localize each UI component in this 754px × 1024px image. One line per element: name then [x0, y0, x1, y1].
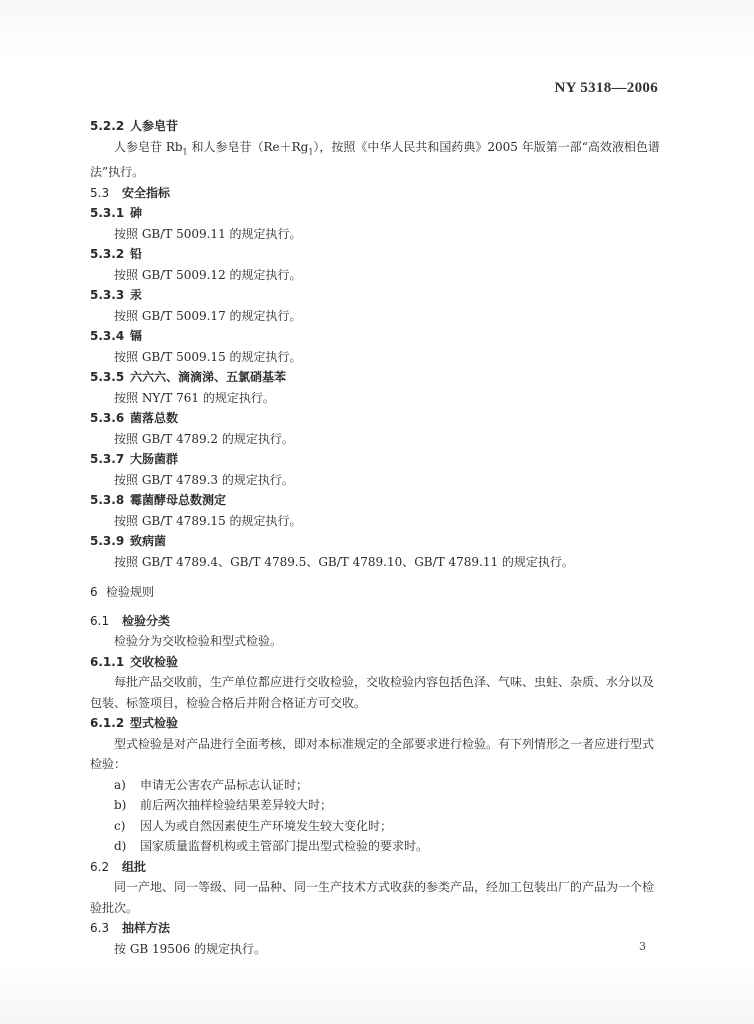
section-heading: 5.3.2 铅 [90, 247, 143, 262]
section-heading: 6.1 检验分类 [90, 613, 171, 628]
section-heading: 5.2.2 人参皂苷 [90, 119, 179, 133]
list-item: c) 因人为或自然因素使生产环境发生较大变化时； [114, 818, 393, 833]
section-paragraph: 按照 GB/T 5009.11 的规定执行。 [114, 226, 302, 241]
section-paragraph: 每批产品交收前，生产单位都应进行交收检验，交收检验内容包括色泽、气味、虫蛀、杂质、水分以及包装、标签项目，检验合格后并附合格证方可交收。 [90, 675, 655, 710]
section-paragraph: 同一产地、同一等级、同一品种、同一生产技术方式收获的参类产品，经加工包装出厂的产品为一个检验批次。 [90, 880, 655, 915]
standard-code: NY 5318—2006 [554, 80, 658, 96]
section-heading: 5.3.8 霉菌酵母总数测定 [90, 493, 227, 508]
section-heading: 5.3.9 致病菌 [90, 534, 167, 549]
section-heading: 6.3 抽样方法 [90, 921, 171, 936]
section-paragraph: 按照 GB/T 5009.12 的规定执行。 [114, 267, 302, 282]
section-paragraph: 按照 GB/T 5009.17 的规定执行。 [114, 308, 302, 323]
page-number: 3 [639, 940, 646, 953]
document-body [90, 116, 664, 959]
list-item: b) 前后两次抽样检验结果差异较大时； [114, 798, 333, 813]
section-paragraph: 按 GB 19506 的规定执行。 [114, 941, 267, 956]
section-paragraph: 按照 GB/T 4789.4、GB/T 4789.5、GB/T 4789.10、GB/T 4789.11 的规定执行。 [114, 554, 574, 569]
section-heading: 5.3.7 大肠菌群 [90, 452, 179, 467]
section-heading: 5.3.1 砷 [90, 206, 143, 221]
section-paragraph: 按照 GB/T 4789.2 的规定执行。 [114, 431, 294, 446]
section-paragraph: 检验分为交收检验和型式检验。 [114, 634, 283, 649]
section-heading: 5.3.6 菌落总数 [90, 411, 179, 426]
section-heading: 5.3.3 汞 [90, 288, 143, 303]
section-heading: 5.3.4 镉 [90, 329, 143, 344]
section-heading: 6.2 组批 [90, 859, 147, 874]
section-paragraph: 按照 GB/T 5009.15 的规定执行。 [114, 349, 302, 364]
list-item: a) 申请无公害农产品标志认证时； [114, 777, 309, 792]
list-item: d) 国家质量监督机构或主管部门提出型式检验的要求时。 [114, 839, 429, 854]
section-paragraph: 按照 GB/T 4789.3 的规定执行。 [114, 472, 294, 487]
section-paragraph: 型式检验是对产品进行全面考核，即对本标准规定的全部要求进行检验。有下列情形之一者应进行型式检验： [90, 736, 655, 772]
section-paragraph: 按照 NY/T 761 的规定执行。 [114, 390, 275, 405]
section-paragraph: 人参皂苷 $Rb_1$ 和人参皂苷$(Re+Rg_1)$，按照《中华人民共和国药典》2005 年版第一部“高效液相色谱法”执行。 [90, 139, 660, 180]
section-heading: 6.1.2 型式检验 [90, 716, 179, 731]
section-heading: 5.3.5 六六六、滴滴涕、五氯硝基苯 [90, 370, 287, 385]
section-paragraph: 按照 GB/T 4789.15 的规定执行。 [114, 513, 302, 528]
chapter-heading: 6 检验规则 [90, 585, 155, 600]
section-heading: 6.1.1 交收检验 [90, 654, 179, 669]
section-heading: 5.3 安全指标 [90, 185, 171, 200]
